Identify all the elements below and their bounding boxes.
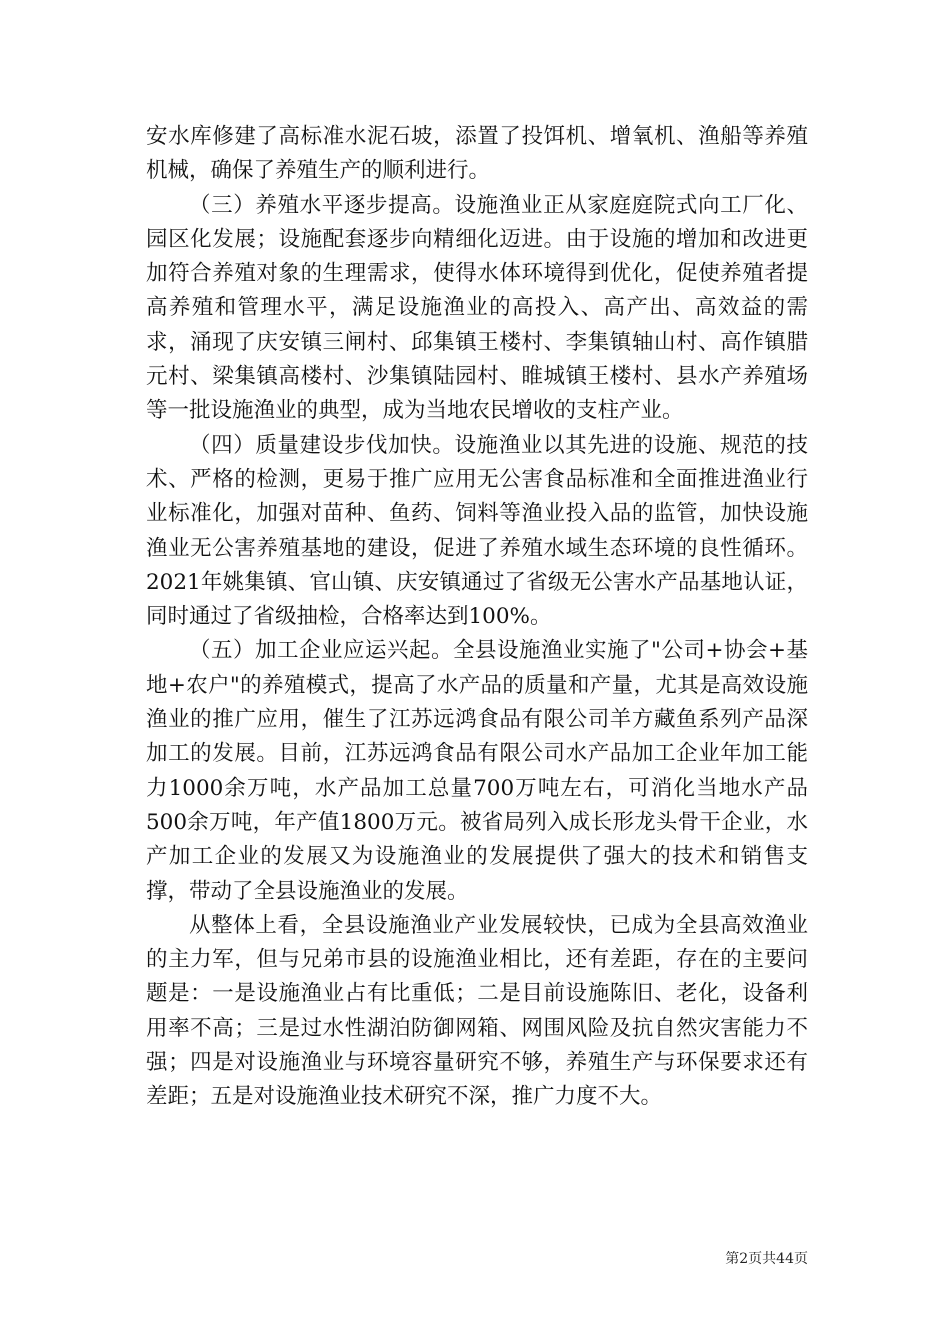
paragraph-continuation: 安水库修建了高标准水泥石坡，添置了投饵机、增氧机、渔船等养殖机械，确保了养殖生产的顺利进行。 xyxy=(146,124,808,184)
document-body xyxy=(146,120,808,1115)
paragraph-section-5: （五）加工企业应运兴起。全县设施渔业实施了"公司+协会+基地+农户"的养殖模式，提高了水产品的质量和产量，尤其是高效设施渔业的推广应用，催生了江苏远鸿食品有限公司羊方藏鱼系列产品深加工的发展。目前，江苏远鸿食品有限公司水产品加工企业年加工能力1000余万吨，水产品加工总量700万吨左右，可消化当地水产品500余万吨，年产值1800万元。被省局列入成长形龙头骨干企业，水产加工企业的发展又为设施渔业的发展提供了强大的技术和销售支撑，带动了全县设施渔业的发展。 xyxy=(146,638,808,904)
paragraph-summary: 从整体上看，全县设施渔业产业发展较快，已成为全县高效渔业的主力军，但与兄弟市县的设施渔业相比，还有差距，存在的主要问题是：一是设施渔业占有比重低；二是目前设施陈旧、老化，设备利用率不高；三是过水性湖泊防御网箱、网围风险及抗自然灾害能力不强；四是对设施渔业与环境容量研究不够，养殖生产与环保要求还有差距；五是对设施渔业技术研究不深，推广力度不大。 xyxy=(146,912,808,1110)
paragraph-section-4: （四）质量建设步伐加快。设施渔业以其先进的设施、规范的技术、严格的检测，更易于推广应用无公害食品标准和全面推进渔业行业标准化，加强对苗种、鱼药、饲料等渔业投入品的监管，加快设施渔业无公害养殖基地的建设，促进了养殖水域生态环境的良性循环。2021年姚集镇、官山镇、庆安镇通过了省级无公害水产品基地认证，同时通过了省级抽检，合格率达到100%。 xyxy=(146,432,808,630)
paragraph-section-3: （三）养殖水平逐步提高。设施渔业正从家庭庭院式向工厂化、园区化发展；设施配套逐步向精细化迈进。由于设施的增加和改进更加符合养殖对象的生理需求，使得水体环境得到优化，促使养殖者提高养殖和管理水平，满足设施渔业的高投入、高产出、高效益的需求，涌现了庆安镇三闸村、邱集镇王楼村、李集镇轴山村、高作镇腊元村、梁集镇高楼村、沙集镇陆园村、睢城镇王楼村、县水产养殖场等一批设施渔业的典型，成为当地农民增收的支柱产业。 xyxy=(146,192,808,424)
page-number-footer: 第2页共44页 xyxy=(725,1251,808,1267)
